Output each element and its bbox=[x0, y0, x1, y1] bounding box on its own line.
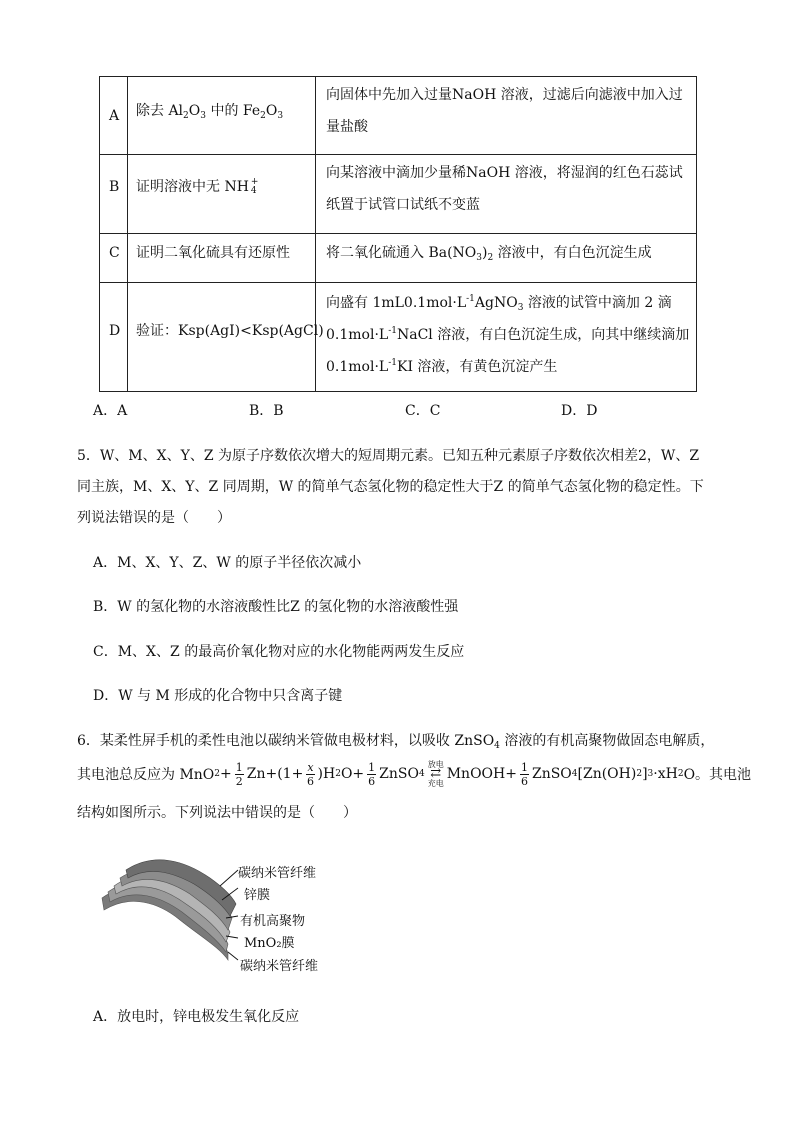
q5-option-d[interactable]: D．W 与 M 形成的化合物中只含离子键 bbox=[93, 688, 343, 704]
fraction: $\frac{1}{6}$ bbox=[368, 760, 376, 788]
q5-stem-line2: 同主族，M、X、Y、Z 同周期，W 的简单气态氢化物的稳定性大于Z 的简单气态氢化物的稳定性。下 bbox=[77, 479, 704, 495]
table-divider bbox=[127, 77, 128, 391]
q4-option-a[interactable]: A．A bbox=[93, 403, 128, 419]
row-d-method-line1: 向盛有 $1mL0.1mol\cdot L^{-1}AgNO_3$ 溶液的试管中滴加 2 滴 bbox=[326, 294, 672, 313]
row-c-label: C bbox=[109, 245, 120, 261]
fraction: $\frac{1}{2}$ bbox=[235, 760, 243, 788]
battery-structure-diagram bbox=[100, 848, 360, 978]
row-d-purpose: 验证：Ksp(AgI)<Ksp(AgCl) bbox=[136, 323, 324, 339]
leader-line bbox=[228, 952, 238, 960]
row-a-purpose: 除去 $Al_2O_3$ 中的 $Fe_2O_3$ bbox=[136, 103, 284, 121]
row-c-purpose: 证明二氧化硫具有还原性 bbox=[136, 245, 290, 261]
row-d-method-line3: $0.1mol\cdot L^{-1}KI$ 溶液，有黄色沉淀产生 bbox=[326, 358, 558, 375]
diagram-label-polymer: 有机高聚物 bbox=[240, 914, 306, 929]
row-b-purpose: 证明溶液中无 NH + 4 bbox=[136, 177, 259, 196]
q6-equation: 其电池总反应为 MnO 2 + $\frac{1}{2}$ Zn+(1+ $\frac{x}{6}$ )H 2 O+ $\frac{1}{6}$ ZnSO 4 放电 ⇄ 充电 MnOOH+ $\frac{1}{6}$ ZnSO 4 [Zn(OH) 2 ] 3 ·xH 2 O。其电池 bbox=[77, 760, 752, 788]
row-d-label: D bbox=[109, 323, 121, 339]
fraction: $\frac{1}{6}$ bbox=[520, 760, 528, 788]
q4-option-d[interactable]: D．D bbox=[561, 403, 598, 419]
leader-line bbox=[220, 870, 238, 886]
q5-stem-line3: 列说法错误的是（ ） bbox=[77, 510, 231, 526]
q6-option-a[interactable]: A．放电时，锌电极发生氧化反应 bbox=[93, 1009, 300, 1025]
q5-option-c[interactable]: C．M、X、Z 的最高价氧化物对应的水化物能两两发生反应 bbox=[93, 644, 465, 660]
q5-option-a[interactable]: A．M、X、Y、Z、W 的原子半径依次减小 bbox=[93, 555, 362, 571]
row-a-method-line1: 向固体中先加入过量NaOH 溶液，过滤后向滤液中加入过 bbox=[326, 87, 683, 103]
diagram-label-carbon-fiber-bottom: 碳纳米管纤维 bbox=[240, 959, 319, 974]
fraction: $\frac{x}{6}$ bbox=[306, 760, 314, 788]
row-b-label: B bbox=[109, 179, 120, 195]
diagram-label-mno2-film: MnO₂膜 bbox=[244, 936, 295, 951]
q6-stem-line3: 结构如图所示。下列说法中错误的是（ ） bbox=[77, 805, 357, 821]
row-d-method-line2: $0.1mol\cdot L^{-1}NaCl$ 溶液，有白色沉淀生成，向其中继续滴加 bbox=[326, 326, 690, 343]
q5-option-b[interactable]: B．W 的氢化物的水溶液酸性比Z 的氢化物的水溶液酸性强 bbox=[93, 599, 459, 615]
row-a-label: A bbox=[109, 108, 120, 124]
q4-option-c[interactable]: C．C bbox=[405, 403, 441, 419]
diagram-label-carbon-fiber-top: 碳纳米管纤维 bbox=[238, 866, 317, 881]
diagram-label-zinc-film: 锌膜 bbox=[244, 888, 271, 903]
q4-option-b[interactable]: B．B bbox=[249, 403, 284, 419]
row-b-method-line2: 纸置于试管口试纸不变蓝 bbox=[326, 197, 480, 213]
row-c-method: 将二氧化硫通入 $Ba(NO_3)_2$ 溶液中，有白色沉淀生成 bbox=[326, 245, 652, 263]
question-4-table bbox=[99, 76, 697, 392]
q5-stem-line1: 5．W、M、X、Y、Z 为原子序数依次增大的短周期元素。已知五种元素原子序数依次相差2，W、Z bbox=[77, 448, 700, 464]
reversible-arrow-icon: 放电 ⇄ 充电 bbox=[427, 760, 444, 788]
row-b-method-line1: 向某溶液中滴加少量稀NaOH 溶液，将湿润的红色石蕊试 bbox=[326, 165, 683, 181]
table-divider bbox=[100, 154, 696, 155]
row-a-method-line2: 量盐酸 bbox=[326, 119, 368, 135]
q6-stem-line1: 6．某柔性屏手机的柔性电池以碳纳米管做电极材料，以吸收 ZnSO$_4$ 溶液的有机高聚物做固态电解质， bbox=[77, 733, 715, 751]
table-divider bbox=[100, 233, 696, 234]
